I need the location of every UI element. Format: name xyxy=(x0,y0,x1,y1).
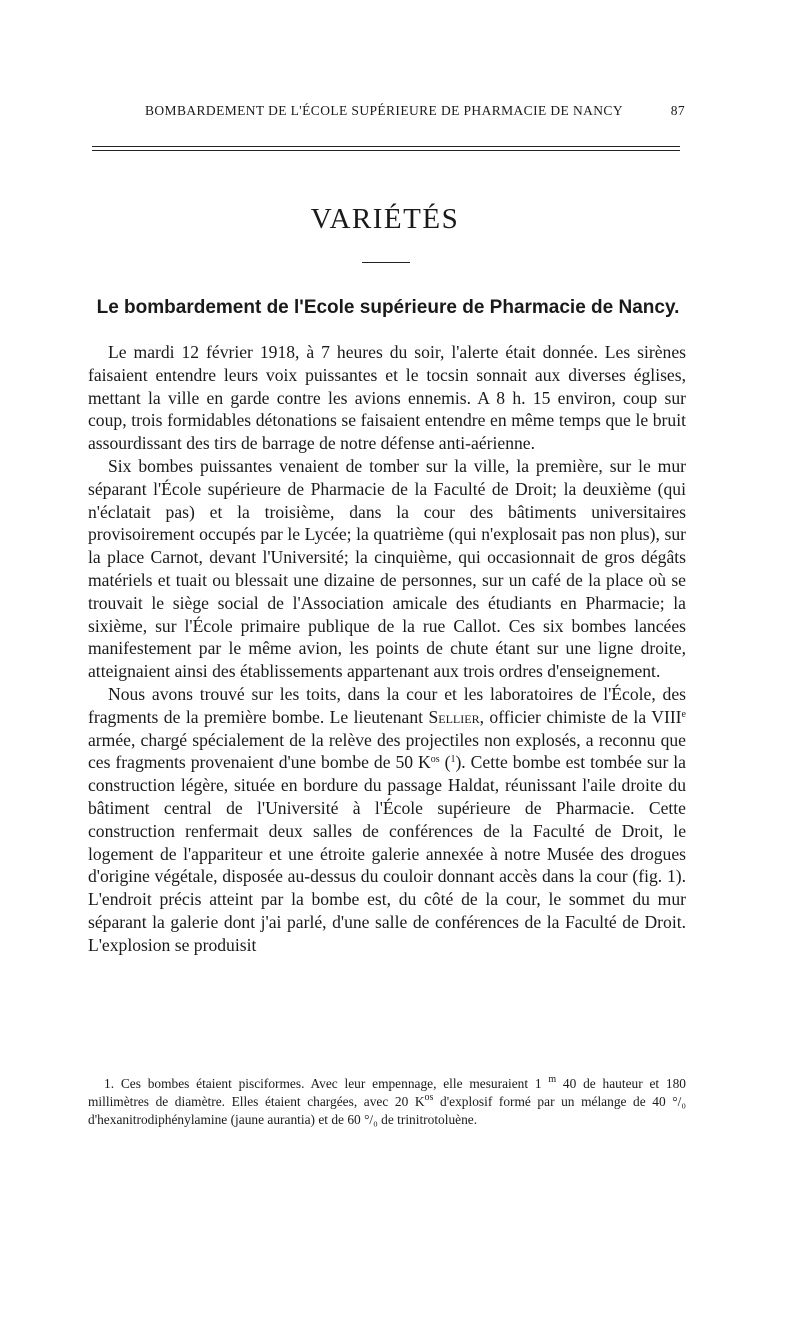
section-divider xyxy=(362,262,410,263)
text-run: 40 de hauteur et 180 millimètres de diamètre. Elles étaient chargées, avec 20 K xyxy=(88,1076,686,1110)
page-number: 87 xyxy=(670,103,685,118)
footnotes xyxy=(88,1075,686,1130)
person-name: Sellier xyxy=(428,706,480,727)
article-title: Le bombardement de l'Ecole supérieure de Pharmacie de Nancy. xyxy=(96,297,680,318)
superscript: m xyxy=(548,1074,557,1085)
paragraph: Le mardi 12 février 1918, à 7 heures du soir, l'alerte était donnée. Les sirènes faisaient entendre leurs voix puissantes et le tocsin sonnait aux diverses églises, mettant la ville en garde contre les avions ennemis. A 8 h. 15 environ, coup sur coup, trois formidables détonations se faisaient entendre en même temps que le bruit assourdissant des tirs de barrage de notre défense anti-aérienne. xyxy=(88,342,686,454)
running-title: BOMBARDEMENT DE L'ÉCOLE SUPÉRIEURE DE PHARMACIE DE NANCY xyxy=(145,103,623,118)
superscript: os xyxy=(424,1092,434,1104)
text-run: ( xyxy=(439,752,451,773)
header-rule-bottom xyxy=(92,150,680,151)
text-run: , officier chimiste de la VIII xyxy=(479,706,682,727)
text-run: ). Cette bombe est tombée sur la construction légère, située en bordure du passage Haldat, réunissant l'aile droite du bâtiment central de l'Université à l'École supérieure de Pharmacie. Cette construction renfermait deux salles de conférences de la Faculté de Droit, le logement de l'appariteur et une étroite galerie annexée à notre Musée des drogues d'origine végétale, disposée au-dessus du couloir donnant accès dans la cour (fig. 1). L'endroit précis atteint par la bombe est, du côté de la cour, le sommet du mur séparant la galerie dont j'ai parlé, d'une salle de conférences de la Faculté de Droit. L'explosion se produisit xyxy=(88,752,686,955)
section-title: VARIÉTÉS xyxy=(310,203,460,235)
text-run: d'explosif formé par un mélange de 40 °/₀ d'hexanitrodiphénylamine (jaune aurantia) et de 60 °/₀ de trinitrotoluène. xyxy=(88,1094,686,1128)
text-run: Nous avons trouvé sur les toits, dans la cour et les laboratoires de l'École, des fragments de la première bombe. Le lieutenant xyxy=(88,683,686,727)
header-rule-top xyxy=(92,146,680,147)
text-run: 1. Ces bombes étaient pisciformes. Avec leur empennage, elle mesuraient 1 xyxy=(104,1076,549,1091)
footnote xyxy=(88,1075,686,1130)
superscript: e xyxy=(681,708,686,720)
paragraph: Six bombes puissantes venaient de tomber sur la ville, la première, sur le mur séparant l'École supérieure de Pharmacie de la Faculté de Droit; la deuxième (qui n'éclatait pas) et la troisième, dans la cour des bâtiments universitaires provisoirement occupés par le Lycée; la quatrième (qui n'explosait pas non plus), sur la place Carnot, devant l'Université; la cinquième, qui occasionnait de gros dégâts matériels et tuait ou blessait une dizaine de personnes, sur un café de la place où se trouvait le siège social de l'Association amicale des étudiants en Pharmacie; la sixième, sur l'École primaire publique de la rue Callot. Ces six bombes lancées manifestement par le même avion, les points de chute étant sur une ligne droite, atteignaient ainsi des établissements appartenant aux trois ordres d'enseignement. xyxy=(88,455,686,682)
text-run: armée, chargé spécialement de la relève des projectiles non explosés, a reconnu que ces fragments provenaient d'une bombe de 50 K xyxy=(88,729,686,773)
footnote-ref: 1 xyxy=(450,754,456,766)
paragraph xyxy=(88,683,686,957)
article-body xyxy=(88,341,686,957)
running-header xyxy=(145,103,685,121)
superscript: os xyxy=(430,754,440,766)
